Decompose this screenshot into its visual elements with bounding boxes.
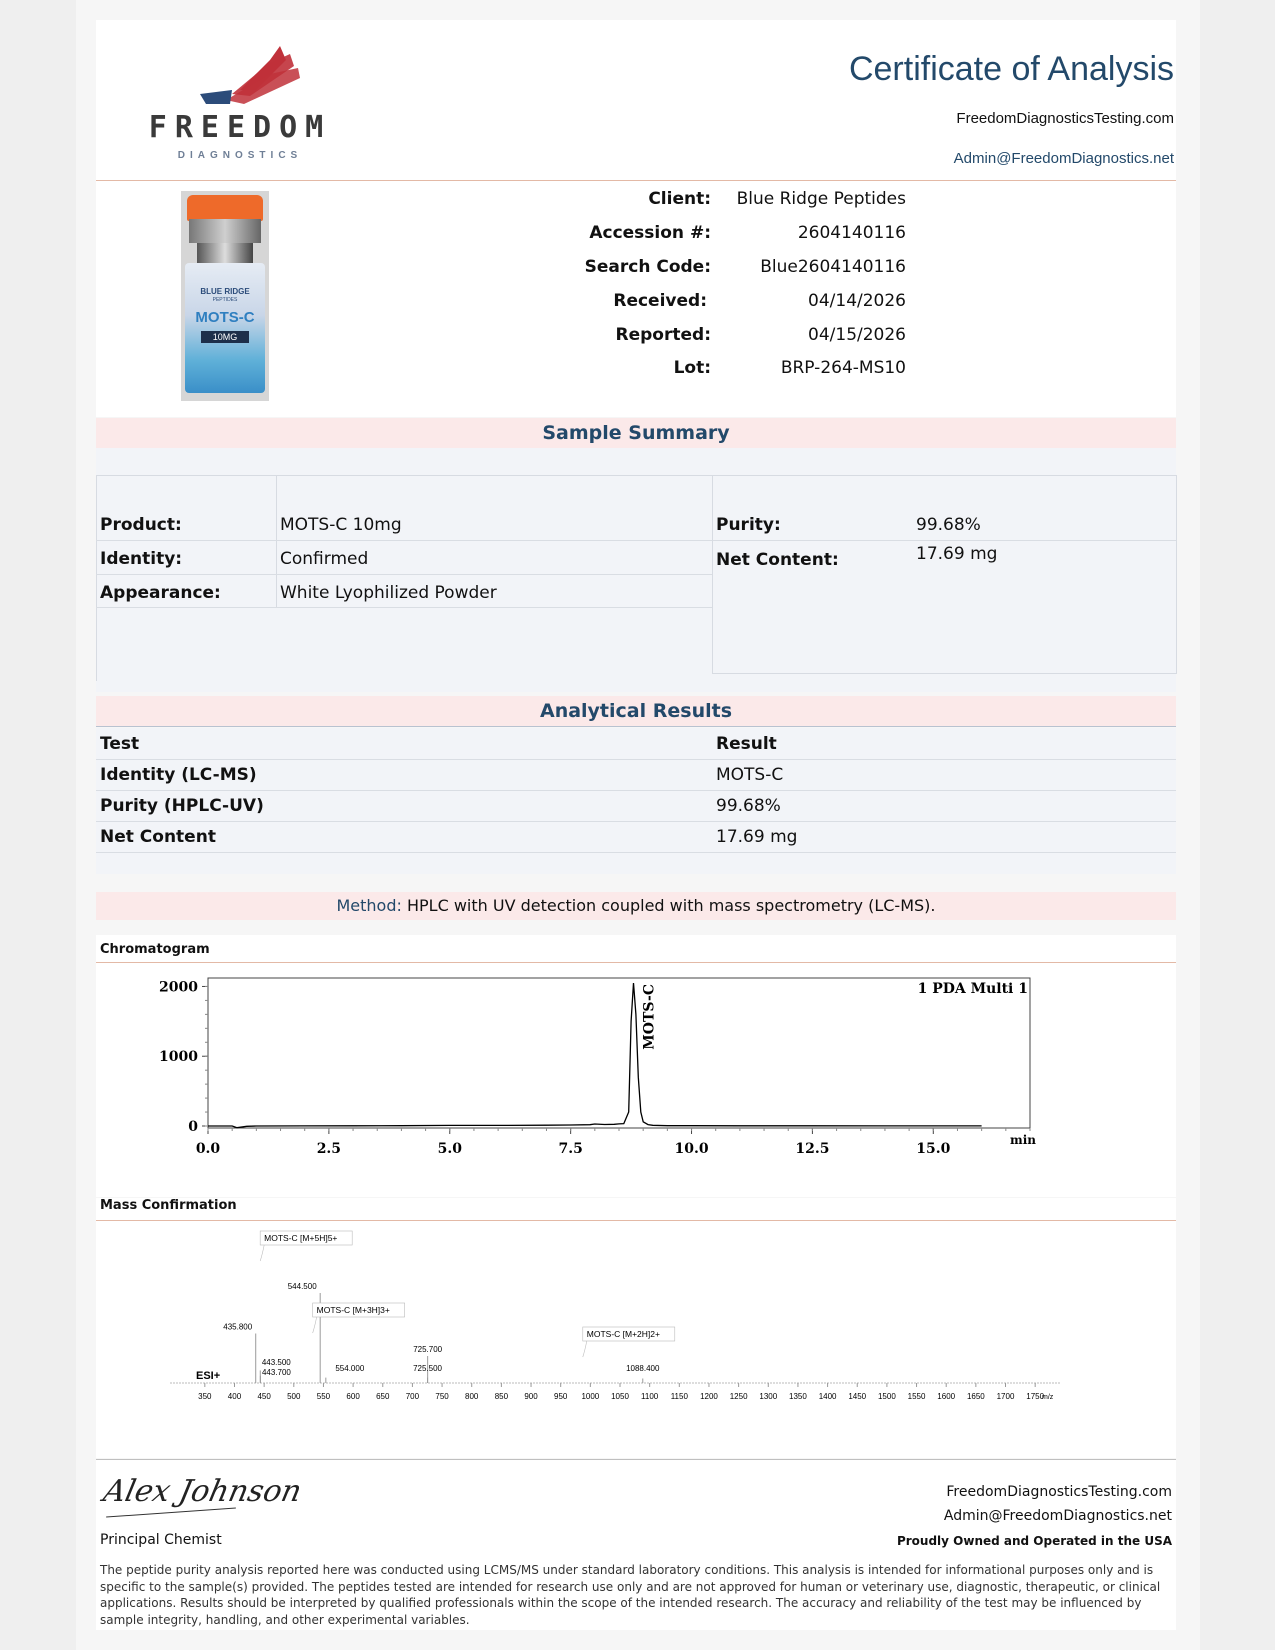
x-tick-label: 650 [376, 1392, 390, 1401]
x-tick-label: 1750 [1026, 1392, 1045, 1401]
certificate-page [76, 0, 1200, 1650]
product-value: MOTS-C 10mg [280, 515, 402, 535]
net-content-label: Net Content: [716, 550, 839, 570]
lot-label: Lot: [673, 358, 711, 378]
peak-mz-label: 1088.400 [626, 1364, 660, 1373]
summary-row-divider [96, 574, 712, 575]
annotation-leader [583, 1341, 587, 1357]
sample-summary-heading: Sample Summary [96, 418, 1176, 449]
peak-label: MOTS-C [641, 984, 658, 1050]
header [96, 20, 1176, 181]
appearance-label: Appearance: [100, 583, 221, 603]
x-tick-label: 1600 [937, 1392, 956, 1401]
vial-brand-sub: PEPTIDES [212, 297, 238, 303]
x-tick-label: 1550 [907, 1392, 926, 1401]
chromatogram-section [96, 935, 1176, 1197]
accession-value: 2604140116 [797, 223, 906, 243]
x-tick-label: 1000 [581, 1392, 600, 1401]
x-tick-label: 900 [524, 1392, 538, 1401]
footer-website[interactable]: FreedomDiagnosticsTesting.com [946, 1484, 1172, 1500]
received-value: 04/14/2026 [808, 291, 906, 311]
reported-value: 04/15/2026 [808, 325, 906, 345]
x-tick-label: 350 [198, 1392, 212, 1401]
peak-mz-label: 443.700 [261, 1368, 291, 1377]
mass-confirmation-section [96, 1198, 1176, 1458]
annotation-label: MOTS-C [M+5H]5+ [264, 1233, 338, 1243]
signature: Alex Johnson [100, 1474, 305, 1509]
method-label: Method: [336, 896, 402, 915]
ionization-mode-label: ESI+ [196, 1370, 221, 1382]
footer-tagline: Proudly Owned and Operated in the USA [896, 1534, 1172, 1548]
x-axis-unit: min [1010, 1133, 1036, 1147]
peak-mz-label: 725.700 [413, 1345, 443, 1354]
annotation-label: MOTS-C [M+2H]2+ [586, 1329, 660, 1339]
test-name: Net Content [100, 827, 216, 847]
x-tick-label: 1050 [611, 1392, 629, 1401]
y-tick-label: 1000 [159, 1049, 198, 1066]
test-result: MOTS-C [716, 765, 784, 785]
annotation-leader [313, 1317, 317, 1333]
x-tick-label: 15.0 [916, 1141, 951, 1157]
summary-row-divider [96, 607, 712, 608]
x-tick-label: 1300 [759, 1392, 778, 1401]
x-tick-label: 1650 [966, 1392, 985, 1401]
summary-col-divider [276, 475, 277, 607]
test-result: 99.68% [716, 796, 781, 816]
x-tick-label: 1100 [641, 1392, 659, 1401]
search-code-label: Search Code: [584, 257, 711, 277]
sample-summary [96, 448, 1176, 692]
annotation-label: MOTS-C [M+3H]3+ [316, 1305, 390, 1315]
x-tick-label: 750 [435, 1392, 449, 1401]
summary-row-divider [96, 540, 712, 541]
logo-subtext: DIAGNOSTICS [177, 150, 303, 161]
y-tick-label: 0 [188, 1119, 198, 1135]
x-tick-label: 1350 [789, 1392, 807, 1401]
x-tick-label: 1250 [729, 1392, 748, 1401]
x-tick-label: 1500 [877, 1392, 896, 1401]
test-name: Purity (HPLC-UV) [100, 796, 264, 816]
lot-value: BRP-264-MS10 [780, 358, 906, 378]
peak-mz-label: 435.800 [223, 1322, 253, 1332]
x-tick-label: 5.0 [437, 1141, 462, 1157]
x-tick-label: 1700 [996, 1392, 1015, 1401]
table-row [96, 759, 1176, 791]
x-tick-label: 1200 [700, 1392, 718, 1401]
plot-frame [208, 978, 1030, 1128]
vial-dose: 10MG [201, 331, 249, 343]
purity-label: Purity: [716, 515, 781, 535]
x-tick-label: 10.0 [674, 1141, 709, 1157]
footer [96, 1459, 1176, 1630]
x-tick-label: 0.0 [195, 1141, 221, 1157]
x-tick-label: 1150 [670, 1392, 688, 1401]
table-row [96, 790, 1176, 822]
x-tick-label: 1400 [818, 1392, 837, 1401]
vial-label [185, 263, 265, 393]
x-tick-label: 12.5 [795, 1141, 830, 1157]
product-label: Product: [100, 515, 182, 535]
chromatogram-title: Chromatogram [100, 942, 210, 957]
test-name: Identity (LC-MS) [100, 765, 257, 785]
summary-left-frame [96, 475, 712, 681]
mass-spectrum-chart [96, 1221, 1176, 1457]
x-tick-label: 2.5 [316, 1141, 342, 1157]
peak-mz-label: 554.000 [335, 1364, 365, 1373]
x-tick-label: 1450 [848, 1392, 867, 1401]
x-tick-label: 800 [465, 1392, 479, 1401]
identity-label: Identity: [100, 549, 183, 569]
reported-label: Reported: [615, 325, 711, 345]
search-code-value: Blue2604140116 [760, 257, 906, 277]
logo-wordmark: FREEDOM [148, 110, 332, 145]
x-tick-label: 700 [405, 1392, 420, 1401]
document-title: Certificate of Analysis [848, 50, 1174, 88]
method-line [96, 892, 1176, 920]
x-tick-label: 600 [346, 1392, 360, 1401]
analytical-results-table [96, 728, 1176, 874]
y-tick-label: 2000 [159, 979, 198, 996]
client-value: Blue Ridge Peptides [736, 189, 906, 209]
table-row [96, 821, 1176, 853]
disclaimer: The peptide purity analysis reported here was conducted using LCMS/MS under standard laboratory conditions. This analysis is intended for informational purposes only and is specific to the sample(s) provided. The peptides tested are intended for research use only and are not approved for human or veterinary use, diagnostic, therapeutic, or clinical applications. Results should be interpreted by qualified professionals within the scope of the intended research. The accuracy and reliability of the test may be influenced by sample integrity, handling, and other experimental variables. [100, 1563, 1161, 1627]
identity-value: Confirmed [280, 549, 369, 569]
sample-info [96, 181, 1176, 417]
x-tick-label: 450 [257, 1392, 271, 1401]
vial-product: MOTS-C [195, 309, 255, 326]
series-label: 1 PDA Multi 1 [917, 981, 1028, 997]
footer-email[interactable]: Admin@FreedomDiagnostics.net [943, 1508, 1172, 1524]
header-email[interactable]: Admin@FreedomDiagnostics.net [953, 150, 1174, 167]
test-result: 17.69 mg [716, 827, 798, 847]
result-column-header: Result [716, 734, 777, 754]
appearance-value: White Lyophilized Powder [280, 583, 497, 603]
x-tick-label: 7.5 [558, 1141, 583, 1157]
mass-confirmation-title: Mass Confirmation [100, 1198, 237, 1213]
x-axis-unit: m/z [1042, 1394, 1054, 1401]
x-tick-label: 950 [554, 1392, 568, 1401]
annotation-leader [260, 1245, 264, 1261]
peak-mz-label: 443.500 [261, 1358, 291, 1367]
signer-title: Principal Chemist [100, 1532, 222, 1548]
x-tick-label: 500 [287, 1392, 301, 1401]
company-logo [140, 32, 340, 162]
x-tick-label: 400 [227, 1392, 242, 1401]
accession-label: Accession #: [589, 223, 711, 243]
method-text: HPLC with UV detection coupled with mass spectrometry (LC-MS). [401, 896, 936, 915]
net-content-value: 17.69 mg [916, 544, 998, 564]
purity-value: 99.68% [916, 515, 981, 535]
test-column-header: Test [100, 734, 140, 754]
vial-brand: BLUE RIDGE [200, 287, 250, 296]
summary-left-table [96, 475, 712, 682]
header-website[interactable]: FreedomDiagnosticsTesting.com [956, 110, 1174, 127]
chromatogram-trace [208, 983, 982, 1128]
peak-mz-label: 725.500 [413, 1364, 442, 1373]
summary-row-divider [713, 540, 1176, 541]
x-tick-label: 850 [494, 1392, 509, 1401]
product-vial-image [181, 191, 269, 401]
summary-right-table [712, 475, 1177, 674]
vial-crimp [189, 219, 261, 243]
peak-mz-label: 544.500 [287, 1282, 317, 1291]
results-header-row [96, 728, 1176, 760]
client-label: Client: [648, 189, 711, 209]
vial-cap-icon [187, 195, 263, 221]
x-tick-label: 550 [316, 1392, 331, 1401]
received-label: Received: [613, 291, 707, 311]
analytical-results-heading: Analytical Results [96, 696, 1176, 727]
vial-neck [197, 243, 253, 263]
chromatogram-chart [96, 963, 1176, 1195]
